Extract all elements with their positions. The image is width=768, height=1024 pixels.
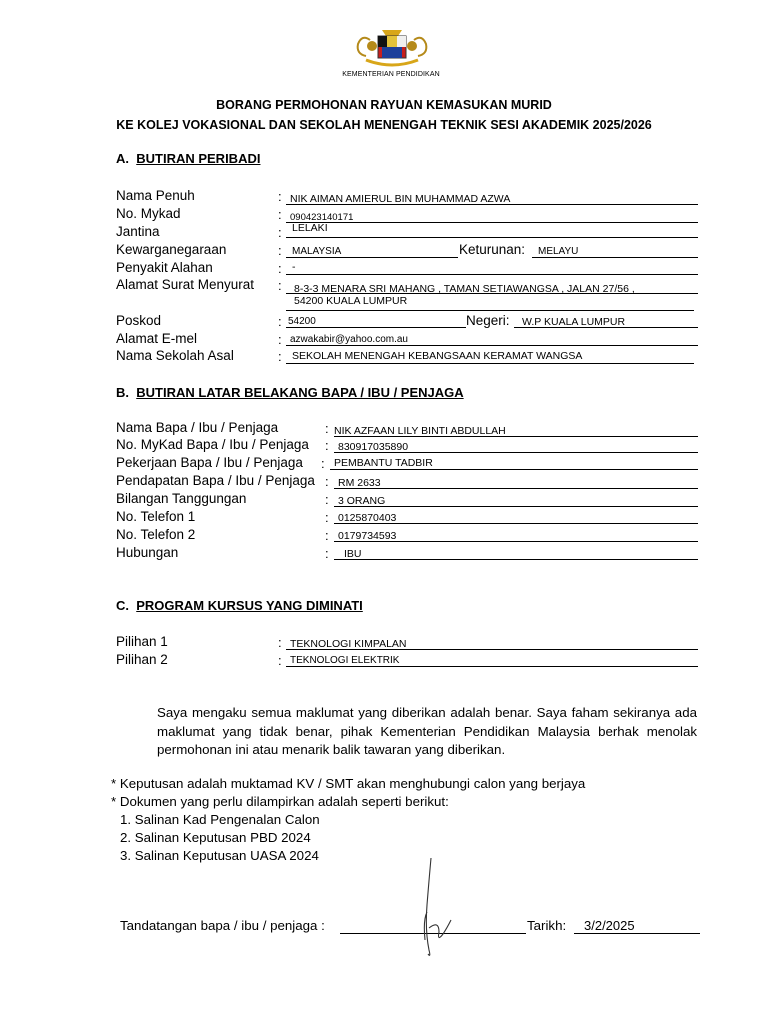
field-jantina[interactable]: LELAKI <box>286 224 698 238</box>
field-keturunan[interactable]: MELAYU <box>532 244 698 258</box>
colon: : <box>278 349 282 364</box>
label-kewarganegaraan: Kewarganegaraan <box>116 242 227 257</box>
colon: : <box>278 635 282 650</box>
colon: : <box>278 278 282 293</box>
label-negeri: Negeri: <box>466 313 510 328</box>
field-nama-penjaga[interactable]: NIK AZFAAN LILY BINTI ABDULLAH <box>334 423 698 437</box>
jata-negara-crest-icon <box>352 26 432 74</box>
label-tarikh: Tarikh: <box>527 918 567 933</box>
label-pilihan-2: Pilihan 2 <box>116 652 168 667</box>
colon: : <box>278 332 282 347</box>
label-penyakit-alahan: Penyakit Alahan <box>116 260 213 275</box>
label-tandatangan: Tandatangan bapa / ibu / penjaga : <box>120 918 325 933</box>
field-pilihan-2[interactable]: TEKNOLOGI ELEKTRIK <box>286 653 698 667</box>
label-jantina: Jantina <box>116 224 160 239</box>
declaration-paragraph: Saya mengaku semua maklumat yang diberikan adalah benar. Saya faham sekiranya ada maklumat yang tidak benar, pihak Kementerian Pendidikan Malaysia berhak menolak permohonan ini atau menarik balik tawaran yang diberikan. <box>157 705 697 757</box>
label-mykad-penjaga: No. MyKad Bapa / Ibu / Penjaga <box>116 437 309 452</box>
colon: : <box>278 243 282 258</box>
field-poskod[interactable]: 54200 <box>286 314 466 328</box>
section-a-heading: A. BUTIRAN PERIBADI <box>116 151 261 166</box>
colon: : <box>325 438 329 453</box>
note-keputusan: * Keputusan adalah muktamad KV / SMT akan menghubungi calon yang berjaya <box>111 776 586 791</box>
section-b-heading: B. BUTIRAN LATAR BELAKANG BAPA / IBU / PENJAGA <box>116 385 464 400</box>
colon: : <box>325 546 329 561</box>
field-mykad-penjaga[interactable]: 830917035890 <box>334 439 698 453</box>
colon: : <box>278 189 282 204</box>
label-pekerjaan-penjaga: Pekerjaan Bapa / Ibu / Penjaga <box>116 455 303 470</box>
field-sekolah-asal[interactable]: SEKOLAH MENENGAH KEBANGSAAN KERAMAT WANGSA <box>286 350 694 364</box>
form-title-line1: BORANG PERMOHONAN RAYUAN KEMASUKAN MURID <box>216 98 552 112</box>
colon: : <box>278 225 282 240</box>
section-c-heading: C. PROGRAM KURSUS YANG DIMINATI <box>116 598 363 613</box>
field-negeri[interactable]: W.P KUALA LUMPUR <box>514 314 698 328</box>
field-emel[interactable]: azwakabir@yahoo.com.au <box>286 332 698 346</box>
doc-list-item: 3. Salinan Keputusan UASA 2024 <box>120 848 319 863</box>
label-pilihan-1: Pilihan 1 <box>116 634 168 649</box>
label-keturunan: Keturunan: <box>459 242 526 257</box>
doc-list-item: 2. Salinan Keputusan PBD 2024 <box>120 830 311 845</box>
field-kewarganegaraan[interactable]: MALAYSIA <box>286 244 458 258</box>
label-sekolah-asal: Nama Sekolah Asal <box>116 348 234 363</box>
colon: : <box>278 653 282 668</box>
colon: : <box>325 492 329 507</box>
colon: : <box>325 421 329 436</box>
colon: : <box>321 456 325 471</box>
field-hubungan[interactable]: IBU <box>334 546 698 560</box>
colon: : <box>278 207 282 222</box>
signature-handwriting-icon <box>405 850 465 960</box>
colon: : <box>325 510 329 525</box>
colon: : <box>325 474 329 489</box>
label-telefon-2: No. Telefon 2 <box>116 527 196 542</box>
label-nama-penuh: Nama Penuh <box>116 188 195 203</box>
label-poskod: Poskod <box>116 313 162 328</box>
field-alamat-line1[interactable]: 8-3-3 MENARA SRI MAHANG , TAMAN SETIAWANGSA , JALAN 27/56 , <box>286 280 698 294</box>
label-pendapatan-penjaga: Pendapatan Bapa / Ibu / Penjaga <box>116 473 315 488</box>
label-nama-penjaga: Nama Bapa / Ibu / Penjaga <box>116 420 279 435</box>
field-telefon-1[interactable]: 0125870403 <box>334 510 698 524</box>
label-telefon-1: No. Telefon 1 <box>116 509 196 524</box>
label-bilangan-tanggungan: Bilangan Tanggungan <box>116 491 247 506</box>
label-mykad: No. Mykad <box>116 206 181 221</box>
form-title-line2: KE KOLEJ VOKASIONAL DAN SEKOLAH MENENGAH TEKNIK SESI AKADEMIK 2025/2026 <box>116 118 652 132</box>
field-penyakit-alahan[interactable]: - <box>286 261 698 275</box>
field-alamat-line2[interactable]: 54200 KUALA LUMPUR <box>286 297 694 311</box>
field-pekerjaan-penjaga[interactable]: PEMBANTU TADBIR <box>330 456 698 470</box>
label-hubungan: Hubungan <box>116 545 179 560</box>
field-nama-penuh[interactable]: NIK AIMAN AMIERUL BIN MUHAMMAD AZWA <box>286 191 698 205</box>
label-alamat: Alamat Surat Menyurat <box>116 277 255 292</box>
colon: : <box>325 528 329 543</box>
colon: : <box>278 261 282 276</box>
field-telefon-2[interactable]: 0179734593 <box>334 528 698 542</box>
doc-list-item: 1. Salinan Kad Pengenalan Calon <box>120 812 320 827</box>
field-mykad[interactable]: 090423140171 <box>286 209 698 223</box>
field-pendapatan-penjaga[interactable]: RM 2633 <box>334 475 698 489</box>
ministry-name: KEMENTERIAN PENDIDIKAN <box>342 71 440 78</box>
label-emel: Alamat E-mel <box>116 331 198 346</box>
field-tarikh[interactable]: 3/2/2025 <box>574 920 700 934</box>
field-bilangan-tanggungan[interactable]: 3 ORANG <box>334 493 698 507</box>
field-pilihan-1[interactable]: TEKNOLOGI KIMPALAN <box>286 636 698 650</box>
note-dokumen: * Dokumen yang perlu dilampirkan adalah seperti berikut: <box>111 794 449 809</box>
colon: : <box>278 314 282 329</box>
